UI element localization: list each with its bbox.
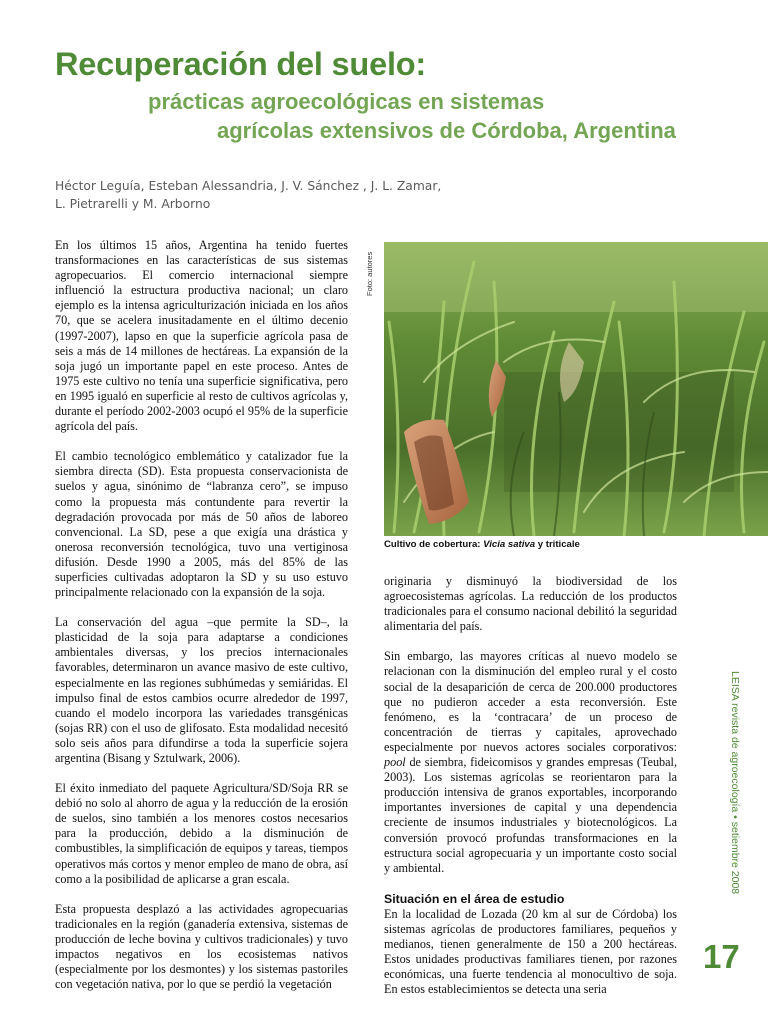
paragraph: El éxito inmediato del paquete Agricultura/SD/Soja RR se debió no solo al ahorro de agua y la reducción de la erosión de suelos, sino también a los menores costos necesarios para la producción, debido a la disminución de combustibles, la simplificación de equipos y tareas, tiempos operativos más cortos y menor empleo de mano de obra, así como a la posibilidad de aplicarse a gran escala.	[55, 781, 348, 886]
section-heading: Situación en el área de estudio	[384, 891, 565, 906]
text-column-right	[384, 574, 677, 1012]
author-list	[55, 177, 441, 213]
photo-caption: Cultivo de cobertura: Vicia sativa y triticale	[384, 539, 580, 550]
running-head: LEISA revista de agroecología • setiembre 2008	[729, 671, 741, 895]
paragraph: En la localidad de Lozada (20 km al sur de Córdoba) los sistemas agrícolas de productores familiares, pequeños y medianos, tienen generalmente de 150 a 200 hectáreas. Estos unidades productivas familiares tienen, por razones económicas, una fuerte tendencia al monocultivo de soja. En estos establecimientos se detecta una seria	[384, 906, 677, 997]
paragraph: originaria y disminuyó la biodiversidad de los agroecosistemas agrícolas. La reducción de los productos tradicionales para el consumo nacional debilitó la seguridad alimentaria del país.	[384, 574, 677, 634]
author-line-1: Héctor Leguía, Esteban Alessandria, J. V. Sánchez , J. L. Zamar,	[55, 179, 442, 193]
paragraph: Esta propuesta desplazó a las actividades agropecuarias tradicionales en la región (ganadería extensiva, sistemas de producción de leche bovina y cultivos tradicionales) y tuvo impactos negativos en los ecosistemas nativos (especialmente por los desmontes) y los sistemas pastoriles con vegetación nativa, por lo que se perdió la vegetación	[55, 901, 348, 992]
paragraph: La conservación del agua –que permite la SD–, la plasticidad de la soja para adaptarse a condiciones ambientales diversas, y los precios internacionales favorables, determinaron un avance masivo de este cultivo, especialmente en las regiones subhúmedas y semiáridas. El impulso final de estos cambios ocurre alrededor de 1997, cuando el modelo incorpora las variedades transgénicas (sojas RR) con el uso de glifosato. Esta modalidad necesitó solo seis años para difundirse a toda la superficie sojera argentina (Bisang y Sztulwark, 2006).	[55, 615, 348, 765]
paragraph: En los últimos 15 años, Argentina ha tenido fuertes transformaciones en las características de sus sistemas agropecuarios. El comercio internacional siempre influenció la estructura productiva nacional; un claro ejemplo es la intensa agriculturización iniciada en los años 70, que se acelera inusitadamente en el último decenio (1997-2007), lapso en que la superficie agrícola pasa de seis a más de 14 millones de hectáreas. La expansión de la soja jugó un importante papel en este proceso. Antes de 1975 este cultivo no tenía una superficie significativa, pero en 1995 igualó en superficie al resto de cultivos agrícolas y, durante el período 2002-2003 ocupó el 95% de la superficie agrícola del país.	[55, 238, 348, 434]
article-subtitle-line-1: prácticas agroecológicas en sistemas	[148, 89, 545, 114]
paragraph: El cambio tecnológico emblemático y catalizador fue la siembra directa (SD). Esta propuesta conservacionista de suelos y agua, sinónimo de “labranza cero”, se impuso como la propuesta más contundente para revertir la degradación provocada por más de 50 años de laboreo convencional. La SD, pese a que exigía una drástica y onerosa reconversión tecnológica, tuvo una vertiginosa difusión. Desde 1990 a 2005, más del 85% de las superficies cultivadas adoptaron la SD y su uso estuvo principalmente relacionado con la expansión de la soja.	[55, 449, 348, 600]
text-column-left	[55, 238, 348, 1007]
author-line-2: L. Pietrarelli y M. Arborno	[55, 197, 211, 211]
cover-crop-photo-illustration	[384, 242, 768, 536]
article-subtitle-line-2: agrícolas extensivos de Córdoba, Argentina	[217, 118, 676, 143]
cover-crop-photo	[384, 242, 768, 536]
paragraph: Sin embargo, las mayores críticas al nuevo modelo se relacionan con la disminución del empleo rural y el costo social de la desaparición de cerca de 200.000 productores que no pudieron acceder a esta reconversión. Este fenómeno, es la ‘contracara’ de un proceso de concentración de tierras y capitales, aprovechado especialmente por nuevos actores sociales corporativos: pool de siembra, fideicomisos y grandes empresas (Teubal, 2003). Los sistemas agrícolas se reorientaron para la producción intensiva de granos exportables, incorporando importantes inversiones de capital y una dependencia creciente de insumos industriales y biotecnológicos. La conversión provocó profundas transformaciones en la estructura social agropecuaria y un importante costo social y ambiental.	[384, 649, 677, 875]
article-title: Recuperación del suelo:	[55, 46, 427, 82]
page-number: 17	[703, 938, 740, 975]
photo-credit: Foto: autores	[365, 251, 374, 296]
